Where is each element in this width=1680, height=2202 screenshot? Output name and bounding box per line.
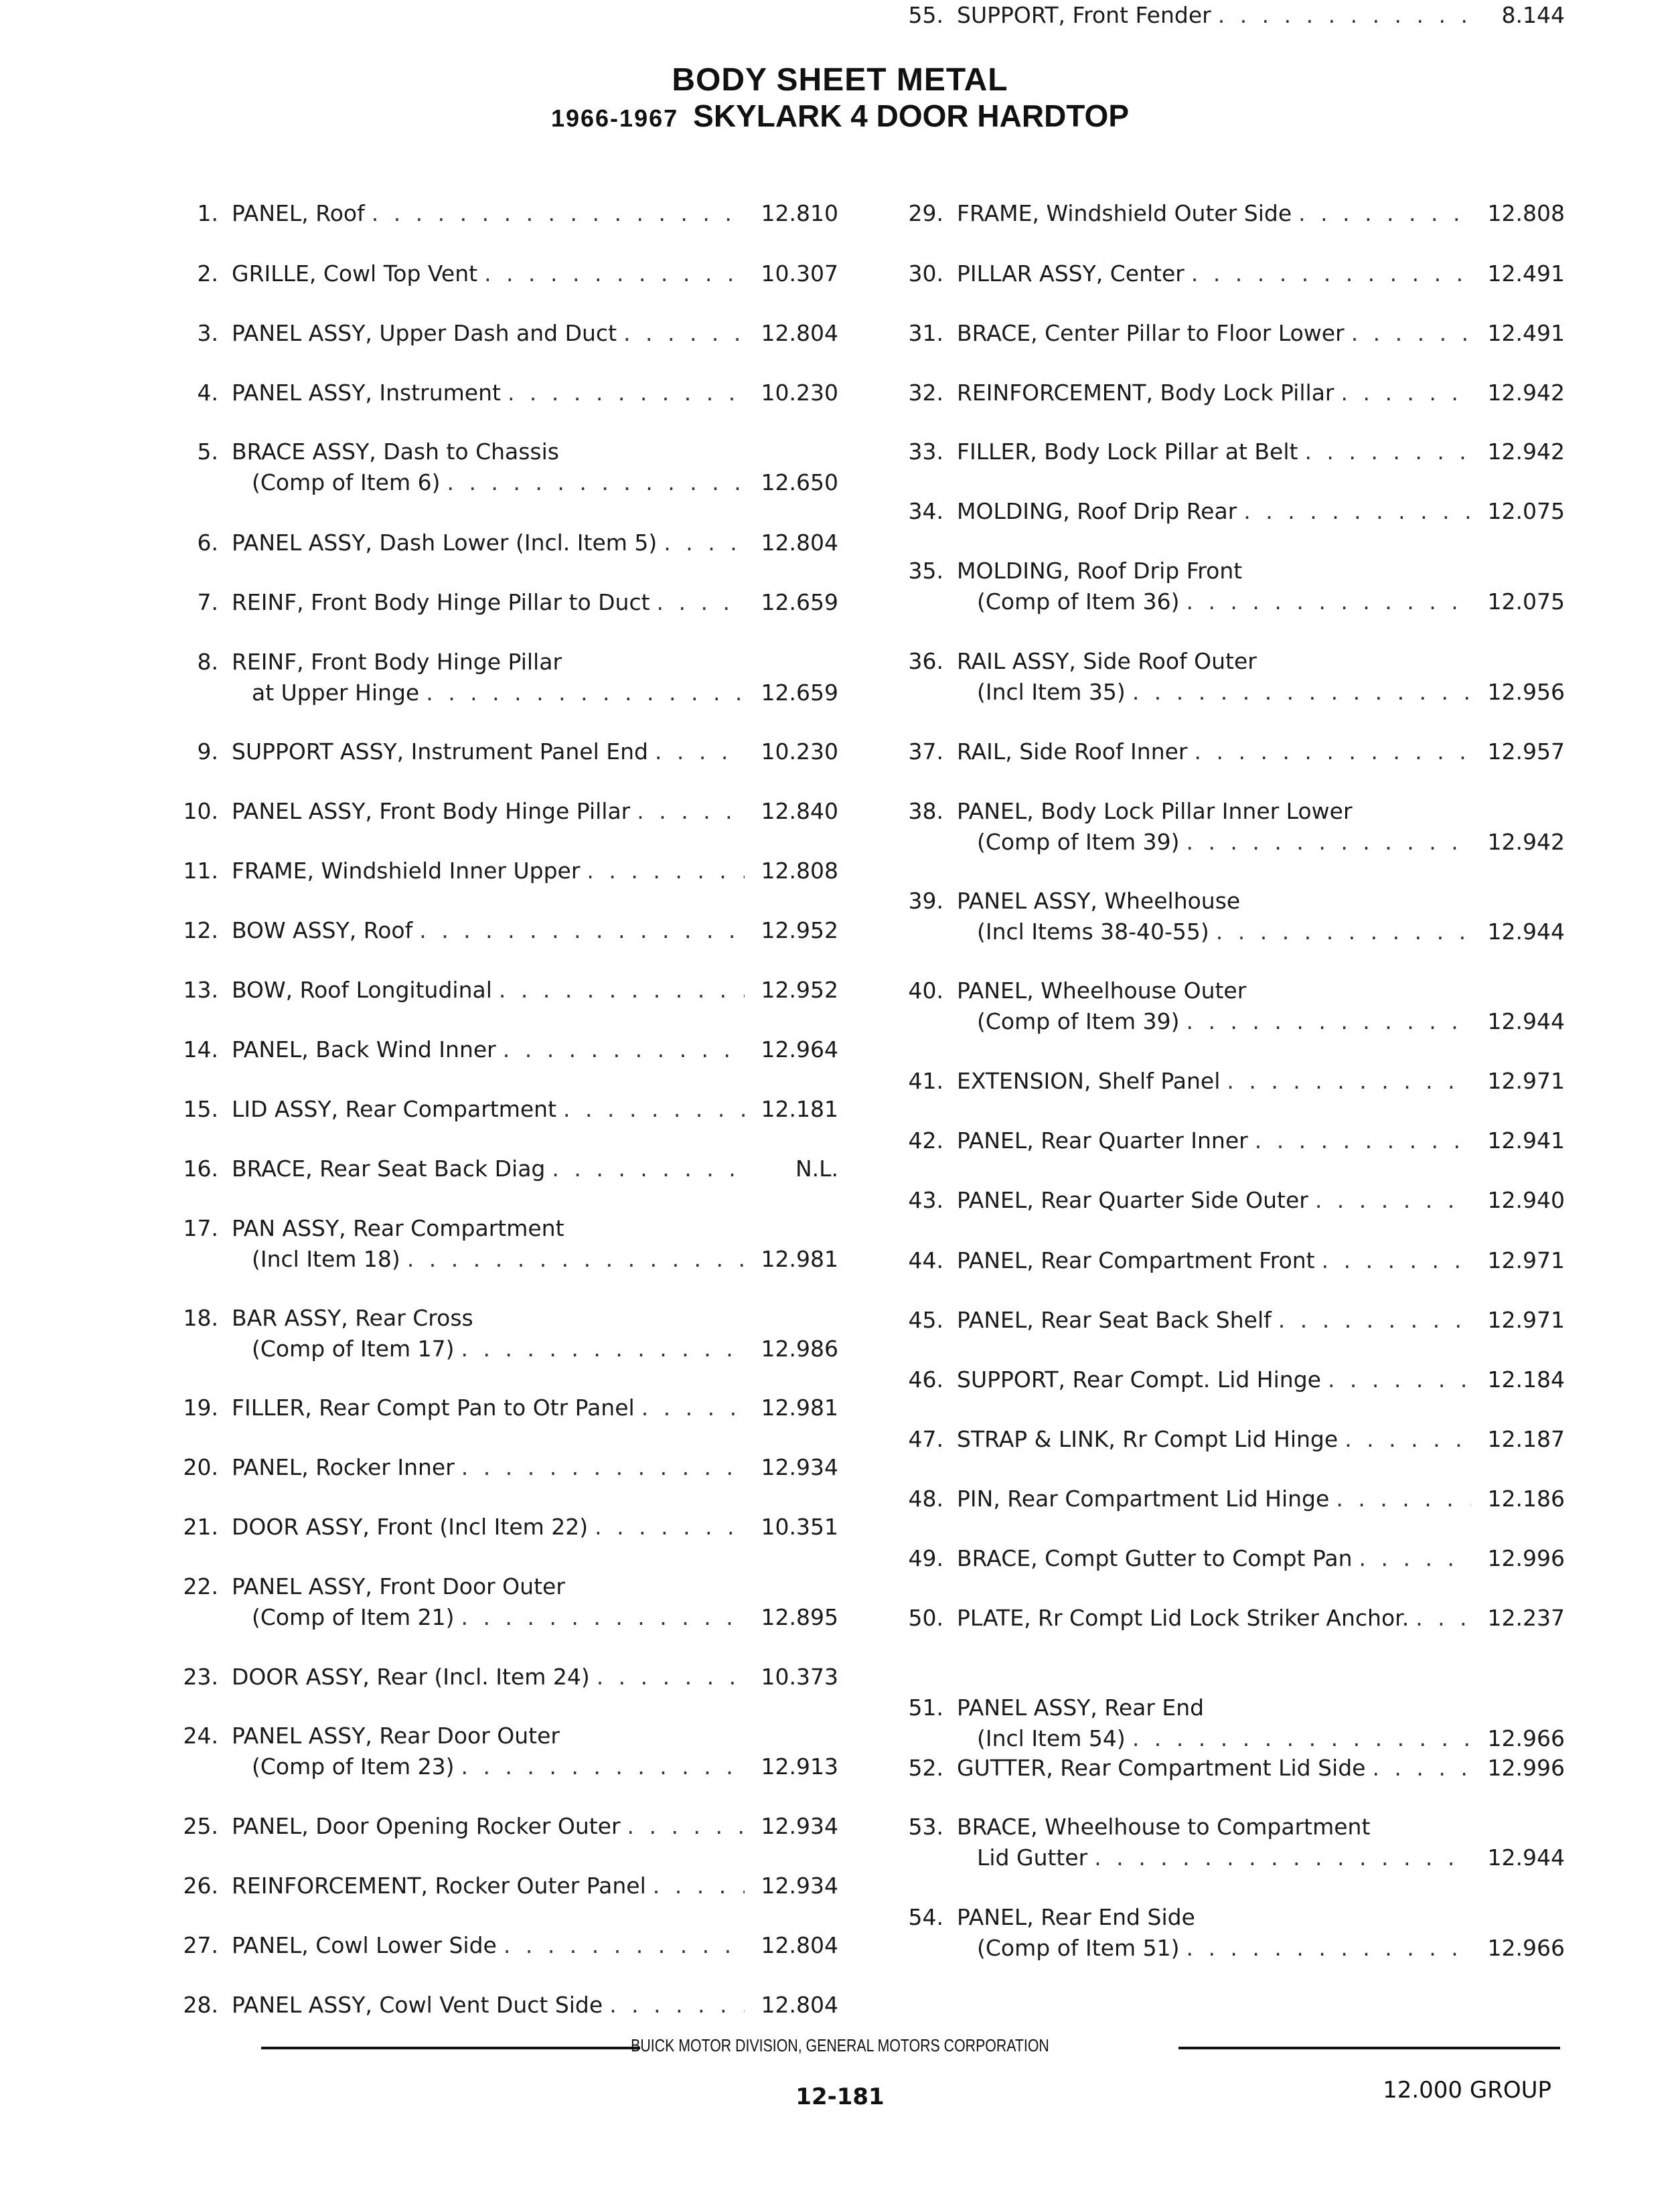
item-number: 50. [908,1605,943,1631]
item-number: 31. [908,320,943,346]
dot-leader [461,1452,745,1483]
dot-leader [1372,1753,1471,1784]
item-number: 30. [908,260,943,287]
item-number: 1. [197,200,218,226]
item-reference: 12.942 [1487,439,1565,465]
item-description: PANEL, Rear End Side [957,1904,1195,1930]
item-description: BOW, Roof Longitudinal [232,977,492,1003]
list-item [895,1066,1565,1133]
item-reference: 10.230 [761,738,838,765]
item-reference: 10.230 [761,380,838,406]
item-number: 33. [908,439,943,465]
item-number: 6. [197,530,218,556]
item-reference: 12.944 [1487,1008,1565,1034]
dot-leader [484,258,745,289]
item-description: BRACE, Compt Gutter to Compt Pan [957,1545,1353,1571]
item-reference: 12.808 [761,858,838,884]
item-number: 24. [183,1723,218,1749]
item-number: 13. [183,977,218,1003]
dot-leader [503,1034,745,1065]
dot-leader [407,1244,745,1275]
item-reference: 12.964 [761,1036,838,1063]
item-number: 47. [908,1426,943,1452]
list-item [170,1452,838,1519]
item-description: REINFORCEMENT, Rocker Outer Panel [232,1873,646,1899]
item-number: 53. [908,1814,943,1840]
item-description-continued: (Comp of Item 23) [252,1753,455,1780]
item-description: PANEL ASSY, Upper Dash and Duct [232,320,617,346]
item-description: PANEL, Rocker Inner [232,1454,455,1480]
footer-organization: BUICK MOTOR DIVISION, GENERAL MOTORS CORPORATION [631,2035,1049,2055]
item-reference: 12.942 [1487,829,1565,855]
item-description: SUPPORT, Rear Compt. Lid Hinge [957,1366,1321,1393]
item-reference: 12.957 [1487,738,1565,765]
item-number: 8. [197,649,218,675]
item-reference: 12.187 [1487,1426,1565,1452]
list-item [170,975,838,1042]
item-description: PANEL, Rear Quarter Side Outer [957,1187,1308,1213]
item-number: 16. [183,1156,218,1182]
item-description-continued: (Incl Items 38-40-55) [977,919,1209,945]
list-item [170,1303,838,1370]
item-description: PANEL, Rear Seat Back Shelf [957,1307,1272,1333]
item-number: 35. [908,558,943,584]
item-description-continued: (Incl Item 18) [252,1246,400,1272]
list-item [895,556,1565,623]
dot-leader [504,1930,745,1961]
item-description: LID ASSY, Rear Compartment [232,1096,557,1122]
dot-leader [1345,1424,1471,1455]
item-description: PANEL ASSY, Cowl Vent Duct Side [232,1992,603,2018]
item-reference: 12.966 [1487,1935,1565,1961]
dot-leader [419,915,745,946]
item-number: 22. [183,1573,218,1599]
item-number: 29. [908,200,943,226]
list-item [895,1693,1565,1759]
model-years: 1966-1967 [550,104,679,132]
item-description-continued: (Comp of Item 17) [252,1336,455,1362]
item-number: 38. [908,798,943,824]
list-item [170,437,838,503]
item-description: PANEL, Door Opening Rocker Outer [232,1813,621,1839]
item-number: 46. [908,1366,943,1393]
page-subtitle [0,98,1680,134]
dot-leader [1186,1933,1471,1964]
page-number: 12-181 [795,2083,885,2110]
list-item [170,1662,838,1729]
item-description: PANEL, Wheelhouse Outer [957,977,1247,1004]
item-reference: 12.944 [1487,1844,1565,1871]
list-item [170,1154,838,1221]
item-description: FILLER, Rear Compt Pan to Otr Panel [232,1395,635,1421]
item-reference: 12.659 [761,680,838,706]
item-description: PANEL, Roof [232,200,365,226]
item-description: PANEL ASSY, Rear Door Outer [232,1723,560,1749]
item-description: GUTTER, Rear Compartment Lid Side [957,1755,1366,1781]
item-number: 10. [183,798,218,824]
dot-leader [426,678,745,708]
list-item [170,587,838,654]
item-number: 36. [908,648,943,674]
dot-leader [1132,677,1471,708]
item-description-continued: Lid Gutter [977,1844,1088,1871]
item-description: SUPPORT, Front Fender [957,2,1211,28]
list-item [170,1393,838,1460]
item-number: 41. [908,1068,943,1094]
list-item [895,496,1565,563]
dot-leader [1298,198,1471,229]
item-reference: 12.491 [1487,260,1565,287]
item-number: 43. [908,1187,943,1213]
item-description: REINFORCEMENT, Body Lock Pillar [957,380,1334,406]
list-item [895,886,1565,953]
item-description-continued: (Incl Item 35) [977,679,1126,705]
item-description-continued: at Upper Hinge [252,680,420,706]
page-title: BODY SHEET METAL [672,62,1008,98]
dot-leader [587,856,745,886]
item-description-continued: (Comp of Item 39) [977,829,1180,855]
item-number: 28. [183,1992,218,2018]
list-item [895,1753,1565,1820]
list-item [895,318,1565,385]
list-item [170,1721,838,1788]
dot-leader [623,318,745,349]
list-item [895,975,1565,1042]
item-reference: 12.895 [761,1604,838,1630]
item-reference: 10.351 [761,1514,838,1540]
item-reference: 12.913 [761,1753,838,1780]
dot-leader [1094,1842,1471,1873]
item-number: 40. [908,977,943,1004]
list-item [170,1213,838,1280]
item-description: PAN ASSY, Rear Compartment [232,1215,564,1241]
item-description: PANEL, Rear Quarter Inner [957,1127,1248,1154]
dot-leader [595,1512,745,1543]
item-description: PANEL ASSY, Front Body Hinge Pillar [232,798,631,824]
dot-leader [1278,1305,1471,1336]
item-reference: 12.971 [1487,1307,1565,1333]
item-reference: 12.934 [761,1873,838,1899]
dot-leader [1216,917,1471,947]
item-reference: 12.804 [761,530,838,556]
item-number: 25. [183,1813,218,1839]
dot-leader [1351,318,1471,349]
list-item [170,198,838,265]
item-reference: 12.971 [1487,1068,1565,1094]
item-reference: 12.996 [1487,1545,1565,1571]
item-reference: 12.804 [761,1932,838,1958]
list-item [170,796,838,863]
item-description: BOW ASSY, Roof [232,917,413,943]
dot-leader [1191,258,1471,289]
list-item [895,1305,1565,1372]
dot-leader [1186,586,1471,617]
dot-leader [1195,736,1472,767]
item-number: 32. [908,380,943,406]
item-reference: 12.804 [761,1992,838,2018]
item-reference: 12.491 [1487,320,1565,346]
item-description: PIN, Rear Compartment Lid Hinge [957,1486,1330,1512]
list-item [895,258,1565,325]
item-reference: 12.075 [1487,588,1565,615]
item-description-continued: (Comp of Item 39) [977,1008,1180,1034]
item-reference: 12.940 [1487,1187,1565,1213]
item-reference: 8.144 [1501,2,1565,28]
dot-leader [461,1602,745,1633]
item-number: 34. [908,498,943,524]
dot-leader [508,378,745,408]
item-number: 4. [197,380,218,406]
list-item [170,378,838,445]
dot-leader [461,1334,745,1364]
item-description: PANEL ASSY, Rear End [957,1695,1205,1721]
item-reference: 10.373 [761,1664,838,1690]
item-reference: 12.981 [761,1246,838,1272]
item-reference: 12.966 [1487,1725,1565,1751]
list-item [895,1185,1565,1252]
item-number: 7. [197,589,218,615]
item-description: PANEL, Cowl Lower Side [232,1932,497,1958]
item-reference: 12.659 [761,589,838,615]
item-description: MOLDING, Roof Drip Rear [957,498,1237,524]
item-description: STRAP & LINK, Rr Compt Lid Hinge [957,1426,1339,1452]
dot-leader [641,1393,745,1423]
dot-leader [1416,1603,1471,1634]
item-description: PANEL ASSY, Front Door Outer [232,1573,565,1599]
item-reference: 12.184 [1487,1366,1565,1393]
item-reference: 12.986 [761,1336,838,1362]
item-number: 14. [183,1036,218,1063]
list-item [170,1094,838,1161]
item-description: PILLAR ASSY, Center [957,260,1185,287]
list-item [895,1125,1565,1192]
item-description: PANEL ASSY, Instrument [232,380,501,406]
item-number: 48. [908,1486,943,1512]
item-description-continued: (Comp of Item 21) [252,1604,455,1630]
item-description: PANEL, Body Lock Pillar Inner Lower [957,798,1353,824]
dot-leader [653,1871,745,1901]
item-number: 27. [183,1932,218,1958]
item-number: 15. [183,1096,218,1122]
item-description: BRACE, Rear Seat Back Diag [232,1156,546,1182]
item-reference: N.L. [795,1156,838,1182]
list-item [170,736,838,803]
dot-leader [1255,1125,1471,1156]
item-reference: 12.941 [1487,1127,1565,1154]
item-description: PANEL, Back Wind Inner [232,1036,496,1063]
item-reference: 12.934 [761,1454,838,1480]
item-description: GRILLE, Cowl Top Vent [232,260,478,287]
item-number: 12. [183,917,218,943]
item-description: EXTENSION, Shelf Panel [957,1068,1221,1094]
item-description: SUPPORT ASSY, Instrument Panel End [232,738,648,765]
list-item [170,528,838,595]
list-item [170,258,838,325]
item-reference: 12.840 [761,798,838,824]
item-description: BAR ASSY, Rear Cross [232,1305,473,1331]
dot-leader [655,736,745,767]
item-description-continued: (Comp of Item 51) [977,1935,1180,1961]
dot-leader [1315,1185,1471,1216]
item-number: 11. [183,858,218,884]
item-description: DOOR ASSY, Rear (Incl. Item 24) [232,1664,590,1690]
item-description: PANEL, Rear Compartment Front [957,1247,1315,1273]
dot-leader [1218,0,1471,31]
dot-leader [447,467,745,498]
item-number: 37. [908,738,943,765]
dot-leader [563,1094,745,1125]
item-number: 26. [183,1873,218,1899]
dot-leader [461,1751,745,1782]
item-description: FRAME, Windshield Outer Side [957,200,1292,226]
item-description: PLATE, Rr Compt Lid Lock Striker Anchor. [957,1605,1409,1631]
item-number: 54. [908,1904,943,1930]
list-item [895,1902,1565,1969]
list-item [895,1245,1565,1312]
item-description-continued: (Comp of Item 6) [252,469,441,495]
dot-leader [1186,1006,1471,1037]
list-item [895,1812,1565,1879]
item-description: REINF, Front Body Hinge Pillar to Duct [232,589,650,615]
item-number: 39. [908,888,943,914]
dot-leader [372,198,745,229]
item-reference: 12.971 [1487,1247,1565,1273]
item-number: 2. [197,260,218,287]
item-number: 23. [183,1664,218,1690]
item-reference: 10.307 [761,260,838,287]
list-item [170,318,838,385]
dot-leader [1322,1245,1471,1276]
group-label: 12.000 GROUP [1383,2077,1551,2104]
item-reference: 12.804 [761,320,838,346]
list-item [895,796,1565,863]
list-item [895,1484,1565,1551]
list-item [895,198,1565,265]
dot-leader [1132,1723,1471,1754]
dot-leader [1227,1066,1471,1097]
list-item [170,1512,838,1579]
item-number: 5. [197,439,218,465]
item-description: PANEL ASSY, Wheelhouse [957,888,1241,914]
item-description: BRACE, Wheelhouse to Compartment [957,1814,1371,1840]
dot-leader [1304,437,1471,467]
list-item [170,1811,838,1878]
dot-leader [1336,1484,1471,1514]
item-number: 52. [908,1755,943,1781]
item-reference: 12.075 [1487,498,1565,524]
item-description: DOOR ASSY, Front (Incl Item 22) [232,1514,589,1540]
item-reference: 12.996 [1487,1755,1565,1781]
list-item [895,378,1565,445]
list-item [895,1603,1565,1670]
dot-leader [499,975,745,1006]
item-reference: 12.952 [761,977,838,1003]
dot-leader [1328,1364,1471,1395]
list-item [170,856,838,923]
item-description-continued: (Incl Item 54) [977,1725,1126,1751]
item-number: 9. [197,738,218,765]
item-number: 18. [183,1305,218,1331]
item-number: 42. [908,1127,943,1154]
list-item [895,437,1565,503]
item-description: BRACE, Center Pillar to Floor Lower [957,320,1345,346]
item-number: 3. [197,320,218,346]
list-item [895,1364,1565,1431]
dot-leader [637,796,745,827]
item-reference: 12.942 [1487,380,1565,406]
item-description: FILLER, Body Lock Pillar at Belt [957,439,1298,465]
item-description: RAIL, Side Roof Inner [957,738,1188,765]
dot-leader [1359,1543,1471,1574]
item-description-continued: (Comp of Item 36) [977,588,1180,615]
list-item [170,1034,838,1101]
item-reference: 12.237 [1487,1605,1565,1631]
item-number: 49. [908,1545,943,1571]
list-item [895,1424,1565,1491]
item-number: 19. [183,1395,218,1421]
item-description: REINF, Front Body Hinge Pillar [232,649,562,675]
item-number: 20. [183,1454,218,1480]
list-item [170,1571,838,1638]
item-description: MOLDING, Roof Drip Front [957,558,1243,584]
item-reference: 12.981 [761,1395,838,1421]
dot-leader [627,1811,745,1842]
item-description: FRAME, Windshield Inner Upper [232,858,581,884]
dot-leader [657,587,745,618]
dot-leader [1341,378,1471,408]
item-number: 17. [183,1215,218,1241]
item-reference: 12.944 [1487,919,1565,945]
item-number: 51. [908,1695,943,1721]
item-reference: 12.186 [1487,1486,1565,1512]
item-description: RAIL ASSY, Side Roof Outer [957,648,1257,674]
item-reference: 12.808 [1487,200,1565,226]
item-description: BRACE ASSY, Dash to Chassis [232,439,559,465]
item-number: 44. [908,1247,943,1273]
item-reference: 12.810 [761,200,838,226]
model-name: SKYLARK 4 DOOR HARDTOP [693,98,1130,133]
dot-leader [597,1662,745,1693]
list-item [895,1543,1565,1610]
dot-leader [1243,496,1471,527]
list-item [170,647,838,714]
item-reference: 12.650 [761,469,838,495]
item-reference: 12.934 [761,1813,838,1839]
dot-leader [552,1154,745,1184]
list-item [170,915,838,982]
item-number: 21. [183,1514,218,1540]
item-number: 55. [908,2,943,28]
dot-leader [1186,827,1471,858]
dot-leader [664,528,745,558]
item-description: PANEL ASSY, Dash Lower (Incl. Item 5) [232,530,658,556]
list-item [895,736,1565,803]
list-item [170,1930,838,1997]
list-item [170,1871,838,1938]
item-reference: 12.952 [761,917,838,943]
list-item [895,0,1565,67]
item-reference: 12.956 [1487,679,1565,705]
item-reference: 12.181 [761,1096,838,1122]
dot-leader [609,1990,745,2021]
item-number: 45. [908,1307,943,1333]
list-item [895,646,1565,713]
